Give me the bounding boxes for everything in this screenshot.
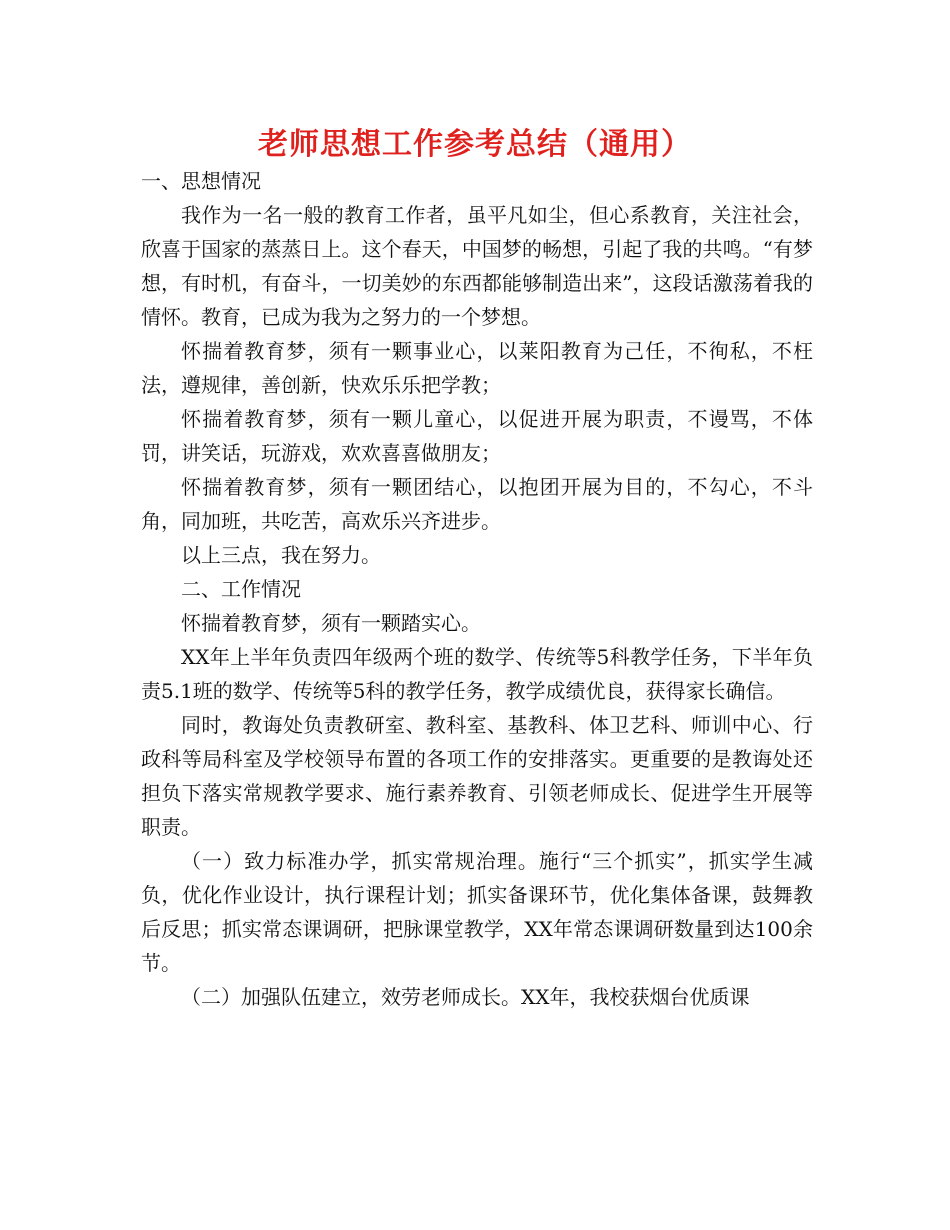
paragraph-unity-heart: 怀揣着教育梦，须有一颗团结心，以抱团开展为目的，不勾心，不斗角，同加班，共吃苦，高欢乐兴齐进步。 xyxy=(141,475,813,533)
paragraph-effort: 以上三点，我在努力。 xyxy=(181,543,381,567)
document-body xyxy=(141,164,813,1014)
paragraph-team-building: （二）加强队伍建立，效劳老师成长。XX年，我校获烟台优质课 xyxy=(181,985,750,1009)
paragraph-intro: 我作为一名一般的教育工作者，虽平凡如尘，但心系教育，关注社会，欣喜于国家的蒸蒸日上。这个春天，中国梦的畅想，引起了我的共鸣。“有梦想，有时机，有奋斗，一切美妙的东西都能够制造出来”，这段话激荡着我的情怀。教育，已成为我为之努力的一个梦想。 xyxy=(141,203,813,329)
paragraph-teaching-tasks: XX年上半年负责四年级两个班的数学、传统等5科教学任务，下半年负责5.1班的数学、传统等5科的教学任务，教学成绩优良，获得家长确信。 xyxy=(141,645,813,703)
paragraph-steady-heart: 怀揣着教育梦，须有一颗踏实心。 xyxy=(181,611,481,635)
paragraph-office-duties: 同时，教诲处负责教研室、教科室、基教科、体卫艺科、师训中心、行政科等局科室及学校领导布置的各项工作的安排落实。更重要的是教诲处还担负下落实常规教学要求、施行素养教育、引领老师成长、促进学生开展等职责。 xyxy=(141,713,813,839)
document-title: 老师思想工作参考总结（通用） xyxy=(258,127,692,162)
section-heading-thoughts: 一、思想情况 xyxy=(141,169,261,193)
paragraph-career-heart: 怀揣着教育梦，须有一颗事业心，以莱阳教育为己任，不徇私，不枉法，遵规律，善创新，快欢乐乐把学教； xyxy=(141,339,813,397)
paragraph-child-heart: 怀揣着教育梦，须有一颗儿童心，以促进开展为职责，不谩骂，不体罚，讲笑话，玩游戏，欢欢喜喜做朋友； xyxy=(141,407,813,465)
section-heading-work: 二、工作情况 xyxy=(181,577,301,601)
paragraph-standard-management: （一）致力标准办学，抓实常规治理。施行“三个抓实”，抓实学生减负，优化作业设计，执行课程计划；抓实备课环节，优化集体备课，鼓舞教后反思；抓实常态课调研，把脉课堂教学，XX年常态课调研数量到达100余节。 xyxy=(141,849,813,975)
